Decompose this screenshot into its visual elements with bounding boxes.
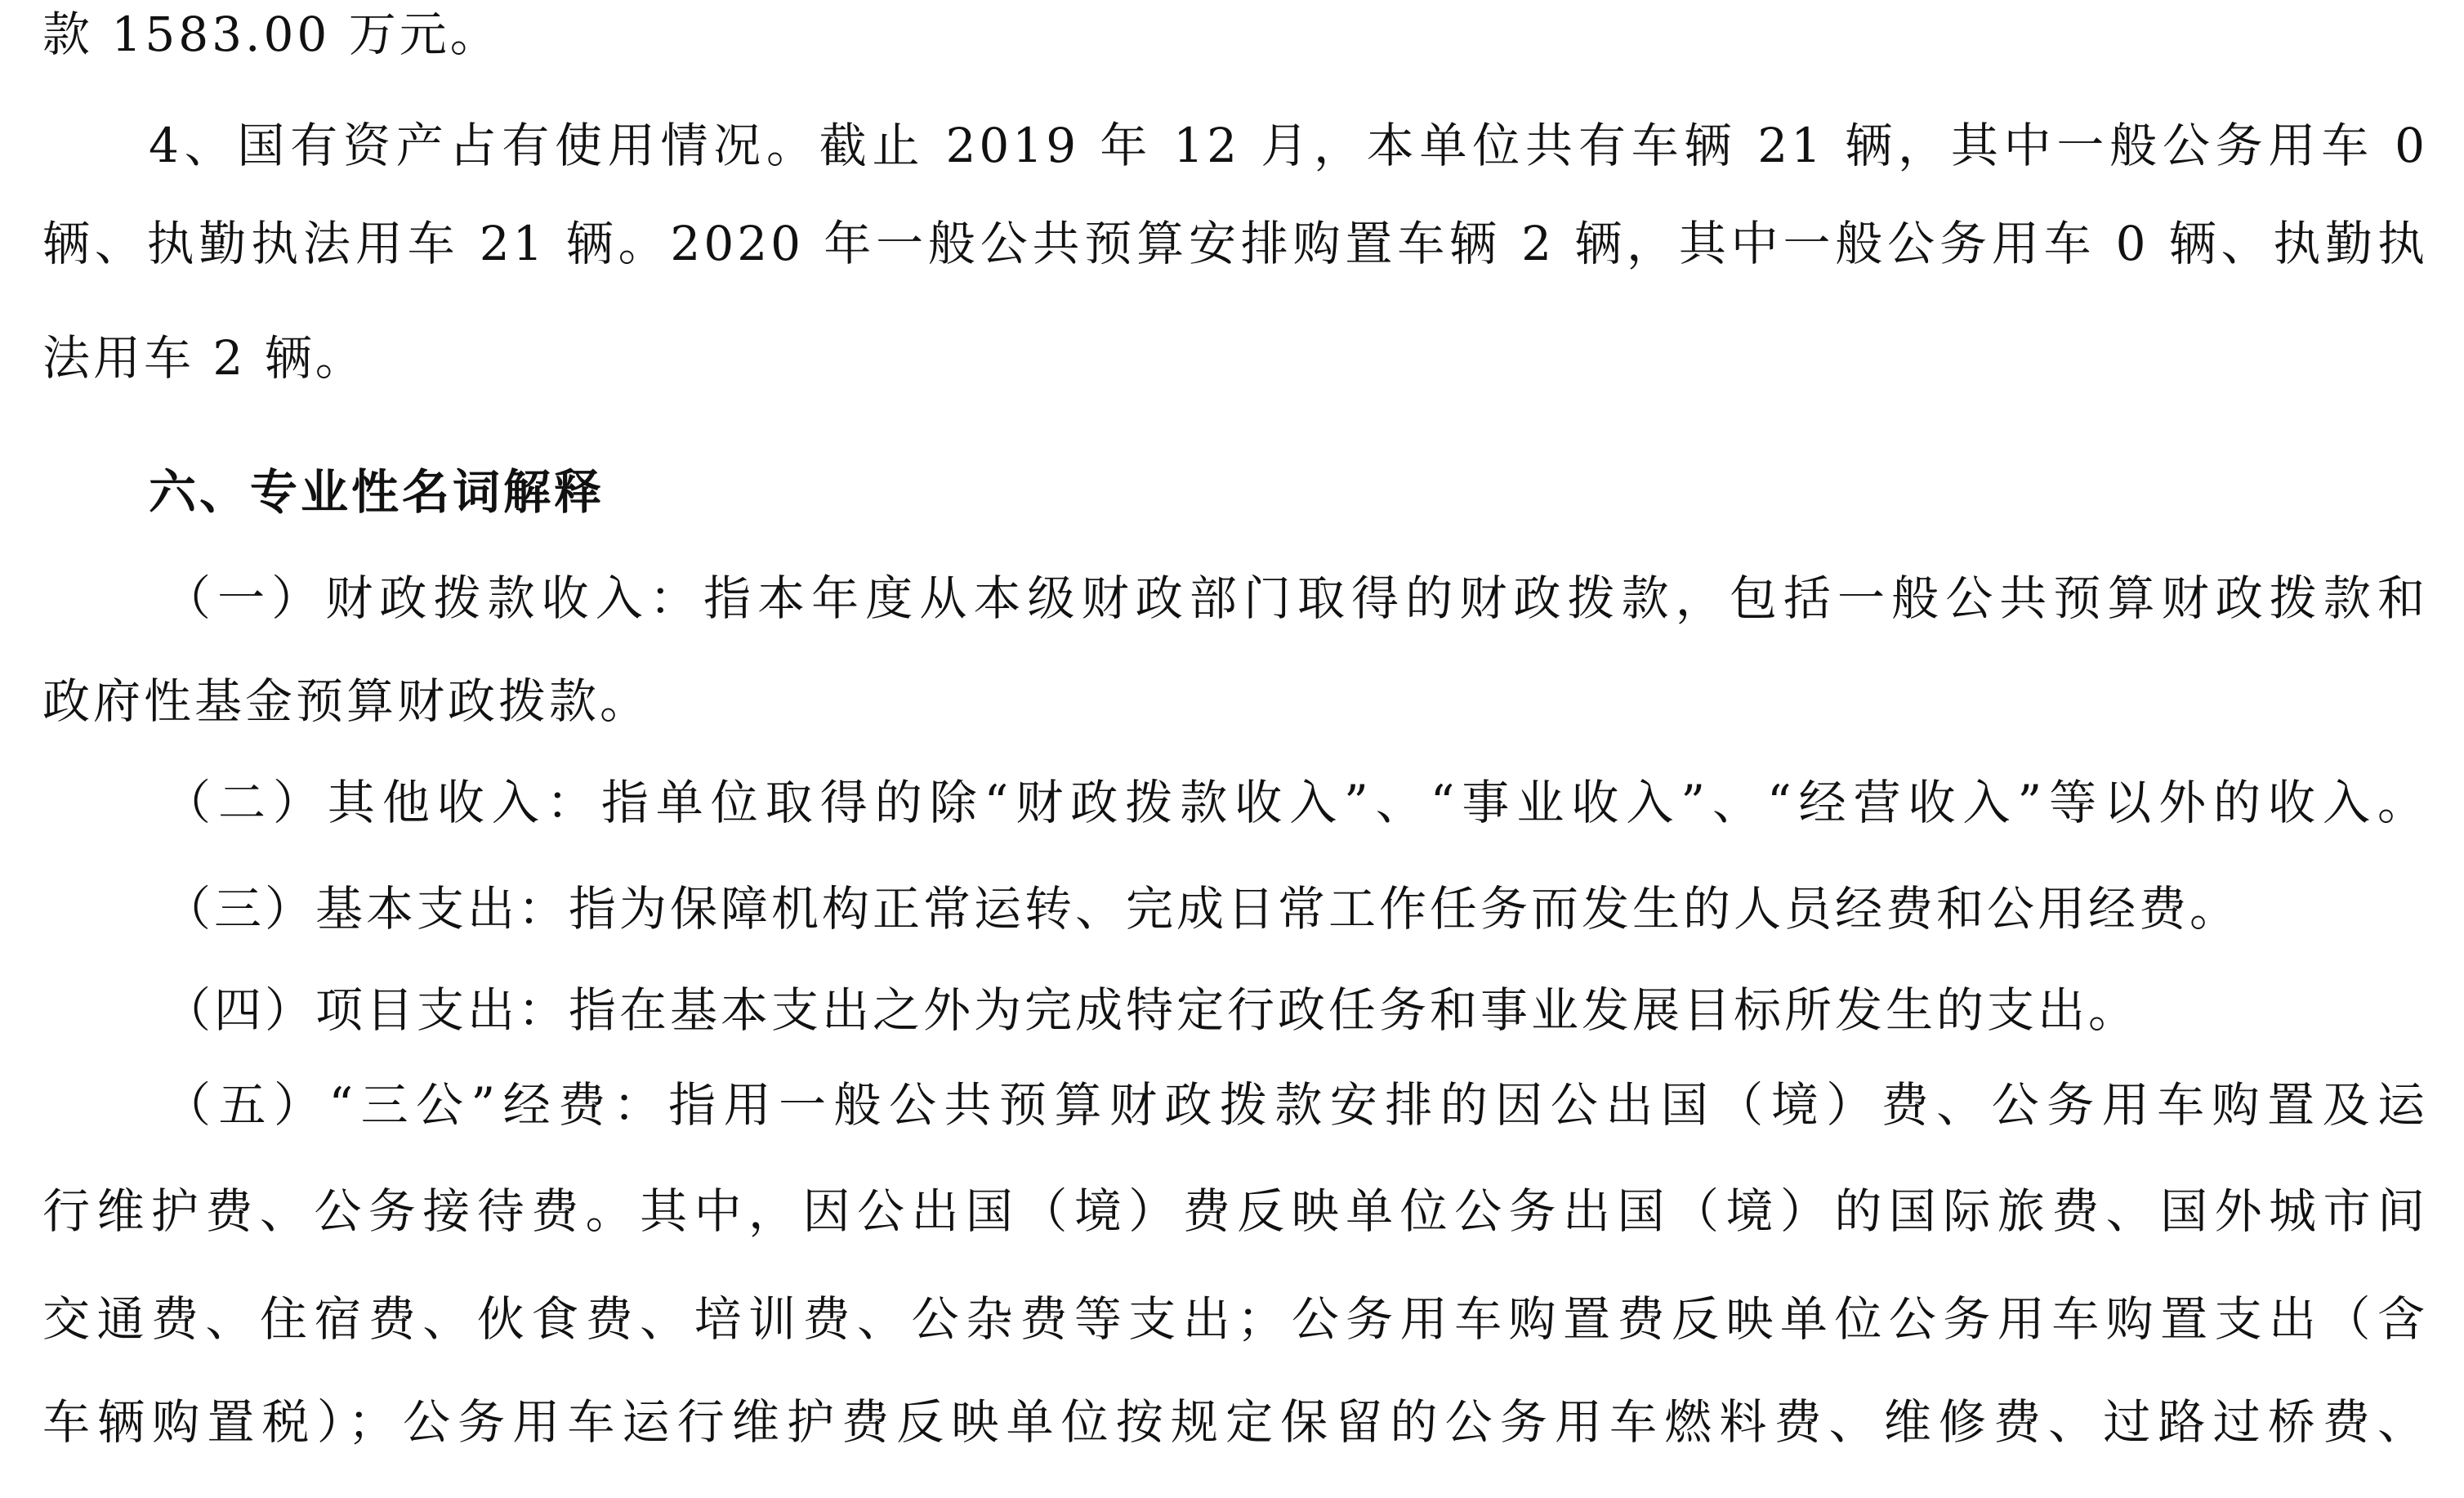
paragraph-line: 政府性基金预算财政拨款。 [42, 673, 651, 729]
paragraph-line: （一）财政拨款收入：指本年度从本级财政部门取得的财政拨款，包括一般公共预算财政拨款和 [163, 570, 2428, 626]
paragraph-line: 辆、执勤执法用车 21 辆。2020 年一般公共预算安排购置车辆 2 辆，其中一般公务用车 0 辆、执勤执 [42, 216, 2428, 271]
paragraph-line: 交通费、住宿费、伙食费、培训费、公杂费等支出；公务用车购置费反映单位公务用车购置支出（含 [42, 1291, 2428, 1347]
paragraph-line: 款 1583.00 万元。 [42, 7, 501, 62]
paragraph-line: （三）基本支出：指为保障机构正常运转、完成日常工作任务而发生的人员经费和公用经费。 [163, 881, 2241, 937]
paragraph-line: 车辆购置税）；公务用车运行维护费反映单位按规定保留的公务用车燃料费、维修费、过路过桥费、 [42, 1394, 2428, 1450]
paragraph-line: 4、国有资产占有使用情况。截止 2019 年 12 月，本单位共有车辆 21 辆，其中一般公务用车 0 [149, 118, 2428, 173]
paragraph-line: （四）项目支出：指在基本支出之外为完成特定行政任务和事业发展目标所发生的支出。 [163, 982, 2140, 1038]
section-heading: 六、专业性名词解释 [149, 464, 605, 520]
paragraph-line: 法用车 2 辆。 [42, 330, 366, 386]
paragraph-line: （五）“三公”经费：指用一般公共预算财政拨款安排的因公出国（境）费、公务用车购置及运 [163, 1077, 2428, 1133]
paragraph-line: 行维护费、公务接待费。其中，因公出国（境）费反映单位公务出国（境）的国际旅费、国外城市间 [42, 1183, 2428, 1239]
paragraph-line: （二）其他收入：指单位取得的除“财政拨款收入”、“事业收入”、“经营收入”等以外的收入。 [163, 775, 2428, 830]
